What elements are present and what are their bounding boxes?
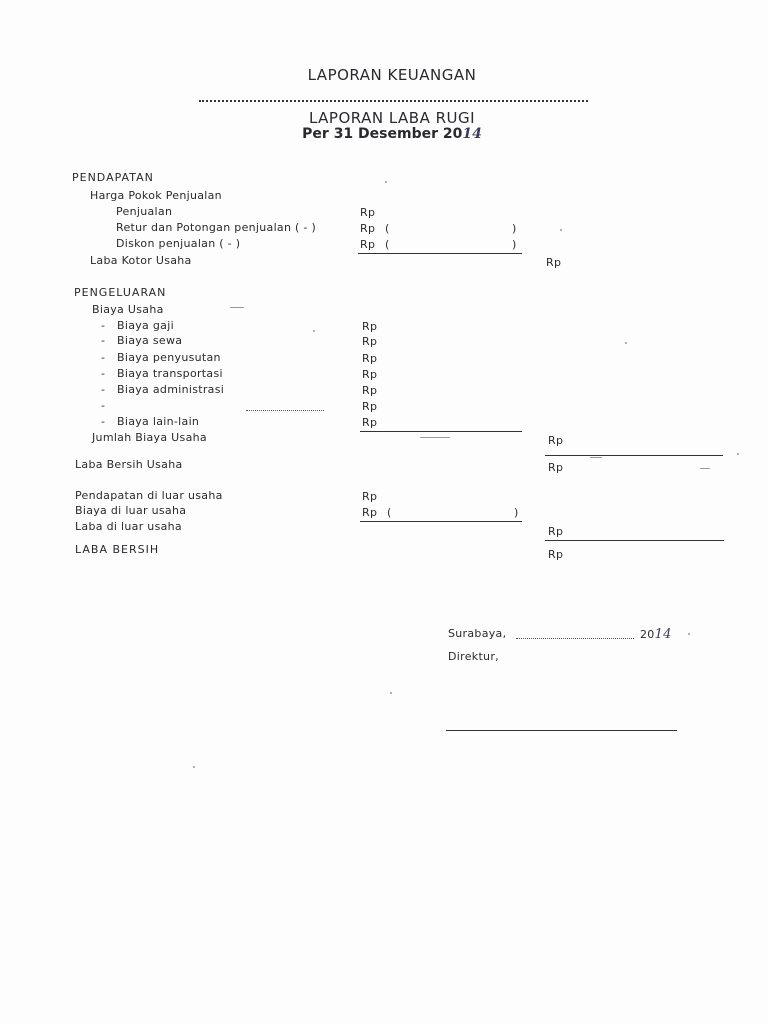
scan-speck <box>737 453 739 455</box>
signature-line <box>446 730 677 731</box>
signature-role: Direktur, <box>448 650 499 663</box>
scan-speck <box>420 437 450 438</box>
dash: - <box>101 351 106 364</box>
net-profit-label: LABA BERSIH <box>75 543 160 556</box>
subtotal-line <box>545 455 723 456</box>
net-operating-label: Laba Bersih Usaha <box>75 458 183 471</box>
scan-speck <box>590 457 602 458</box>
rp-label: Rp <box>362 490 378 503</box>
subtotal-line <box>360 521 522 522</box>
rp-label: Rp <box>360 206 376 219</box>
scan-speck <box>560 229 562 231</box>
dash: - <box>101 415 106 428</box>
row-label: Biaya lain-lain <box>117 415 200 428</box>
dash: - <box>101 319 106 332</box>
dash: - <box>101 383 106 396</box>
dash: - <box>101 399 106 412</box>
period-year-handwritten: 14 <box>462 126 482 142</box>
signature-year <box>640 627 672 642</box>
period-prefix: Per 31 Desember 20 <box>302 126 463 142</box>
group-biaya-usaha: Biaya Usaha <box>92 303 164 316</box>
rp-label: Rp <box>362 352 378 365</box>
gross-profit-label: Laba Kotor Usaha <box>90 254 192 267</box>
rp-label: Rp <box>362 368 378 381</box>
rp-label: Rp <box>362 416 378 429</box>
rp-label: Rp <box>548 525 564 538</box>
report-name: LAPORAN LABA RUGI <box>308 109 476 127</box>
subtotal-line <box>545 540 724 541</box>
section-heading-pengeluaran: PENGELUARAN <box>74 286 167 299</box>
row-label: Retur dan Potongan penjualan ( - ) <box>116 221 317 234</box>
year-prefix: 20 <box>640 628 655 641</box>
rp-label: Rp <box>362 506 378 519</box>
rp-label: Rp <box>362 335 378 348</box>
year-handwritten: 14 <box>654 627 672 642</box>
other-income-label: Pendapatan di luar usaha <box>75 489 223 502</box>
rp-label: Rp <box>362 384 378 397</box>
scan-speck <box>390 692 392 694</box>
paren-open: ( <box>385 238 390 251</box>
section-heading-pendapatan: PENDAPATAN <box>72 171 154 184</box>
row-label: Biaya penyusutan <box>117 351 221 364</box>
scan-speck <box>313 330 315 332</box>
total-expense-label: Jumlah Biaya Usaha <box>92 431 207 444</box>
document-title: LAPORAN KEUANGAN <box>307 66 477 84</box>
paren-close: ) <box>512 238 517 251</box>
dash: - <box>101 367 106 380</box>
scan-speck <box>700 468 710 469</box>
date-fill-line <box>516 638 634 639</box>
paren-close: ) <box>512 222 517 235</box>
subtotal-line <box>358 253 522 254</box>
row-label: Penjualan <box>116 205 173 218</box>
scan-speck <box>688 633 690 635</box>
report-period <box>0 126 768 142</box>
row-label: Biaya sewa <box>117 334 183 347</box>
dash: - <box>101 334 106 347</box>
subtotal-line <box>360 431 522 432</box>
row-label: Biaya administrasi <box>117 383 225 396</box>
rp-label: Rp <box>362 320 378 333</box>
rp-label: Rp <box>548 548 564 561</box>
other-expense-label: Biaya di luar usaha <box>75 504 187 517</box>
scan-speck <box>230 307 244 308</box>
scan-speck <box>625 342 627 344</box>
other-result-label: Laba di luar usaha <box>75 520 182 533</box>
row-label: Diskon penjualan ( - ) <box>116 237 241 250</box>
paren-open: ( <box>385 222 390 235</box>
rp-label: Rp <box>548 434 564 447</box>
rp-label: Rp <box>548 461 564 474</box>
row-label: Biaya transportasi <box>117 367 223 380</box>
group-harga-pokok: Harga Pokok Penjualan <box>90 189 222 202</box>
rp-label: Rp <box>546 256 562 269</box>
signature-city: Surabaya, <box>448 627 507 640</box>
scan-speck <box>385 181 387 183</box>
scan-speck <box>193 766 195 768</box>
paren-close: ) <box>514 506 519 519</box>
title-divider <box>199 100 588 102</box>
rp-label: Rp <box>360 238 376 251</box>
rp-label: Rp <box>362 400 378 413</box>
rp-label: Rp <box>360 222 376 235</box>
row-label: Biaya gaji <box>117 319 174 332</box>
blank-fill-line <box>246 410 324 411</box>
paren-open: ( <box>387 506 392 519</box>
